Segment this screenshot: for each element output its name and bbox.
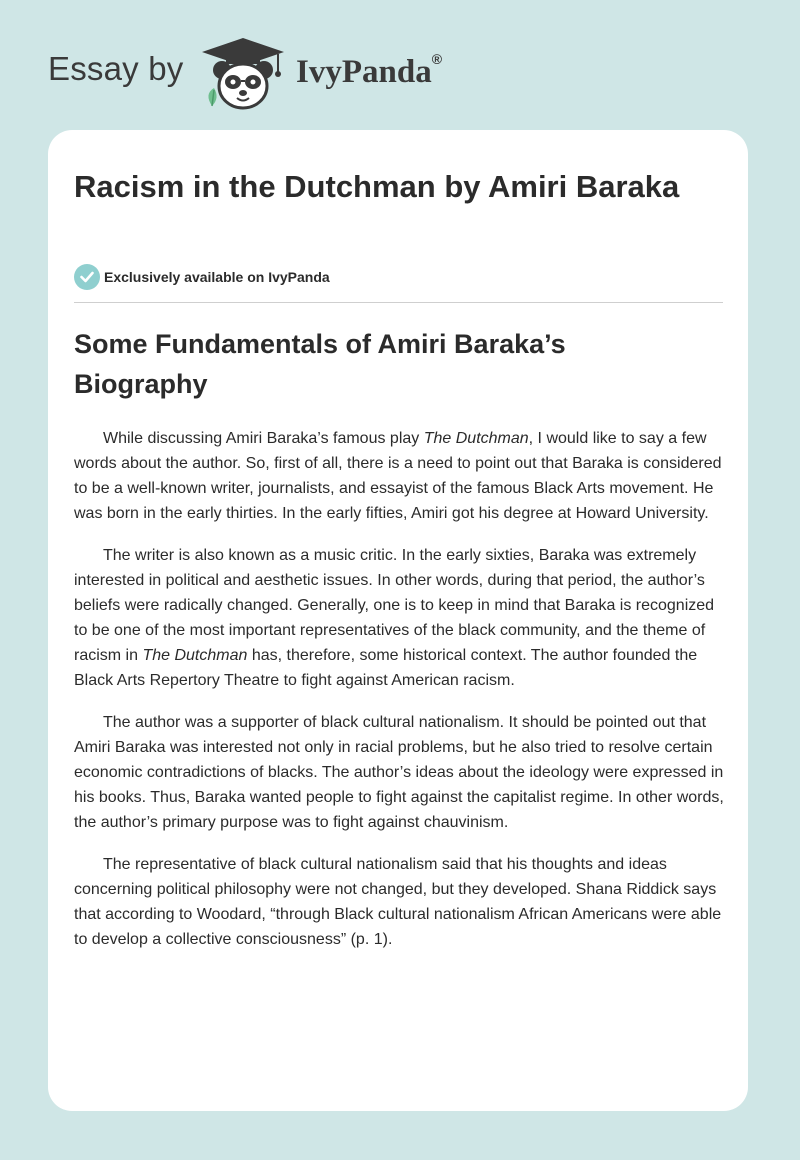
paragraph-text: , I would like to say a few words about the author. So, first of all, there is a need to point out that Baraka is considered to be a well-known writer, journalists, and essayist of the famous Black Arts movement. He was born in the early thirties. In the early fifties, Amiri got his degree at Howard University. xyxy=(74,430,722,522)
essay-card xyxy=(48,130,748,1111)
paragraph-text: has, therefore, some historical context. The author founded the Black Arts Repertory Theatre to fight against American racism. xyxy=(74,647,698,689)
paragraph-text: The author was a supporter of black cultural nationalism. It should be pointed out that Amiri Baraka was interested not only in racial problems, but he also tried to resolve certain economic contradictions of blacks. The author’s ideas about the ideology were expressed in his books. Thus, Baraka wanted people to fight against the capitalist regime. In other words, the author’s primary purpose was to fight against chauvinism. xyxy=(74,714,724,831)
brand-text: IvyPanda xyxy=(296,54,432,90)
section-title: Some Fundamentals of Amiri Baraka’s Biography xyxy=(74,329,566,399)
check-circle-icon xyxy=(74,264,100,290)
brand-name[interactable] xyxy=(296,51,443,91)
italic-title-text: The Dutchman xyxy=(142,647,248,664)
exclusive-label: Exclusively available on IvyPanda xyxy=(104,269,330,285)
paragraph xyxy=(74,710,724,835)
paragraph xyxy=(74,852,724,952)
italic-title-text: The Dutchman xyxy=(423,430,529,447)
registered-mark: ® xyxy=(431,51,443,67)
essay-body xyxy=(74,426,724,969)
essay-by-label: Essay by xyxy=(48,50,184,87)
panda-graduate-icon[interactable] xyxy=(200,36,286,112)
divider xyxy=(74,302,723,303)
paragraph xyxy=(74,426,724,526)
paragraph-text: The representative of black cultural nationalism said that his thoughts and ideas concerning political philosophy were not changed, but they developed. Shana Riddick says that according to Woodard, “through Black cultural nationalism African Americans were able to develop a collective consciousness” (p. 1). xyxy=(74,856,722,948)
site-header xyxy=(48,36,548,112)
page-title: Racism in the Dutchman by Amiri Baraka xyxy=(74,169,680,204)
paragraph-text: The writer is also known as a music critic. In the early sixties, Baraka was extremely interested in political and aesthetic issues. In other words, during that period, the author’s beliefs were radically changed. Generally, one is to keep in mind that Baraka is recognized to be one of the most important representatives of the black community, and the theme of racism in xyxy=(74,547,715,664)
paragraph-text: While discussing Amiri Baraka’s famous play xyxy=(103,430,424,447)
paragraph xyxy=(74,543,724,693)
